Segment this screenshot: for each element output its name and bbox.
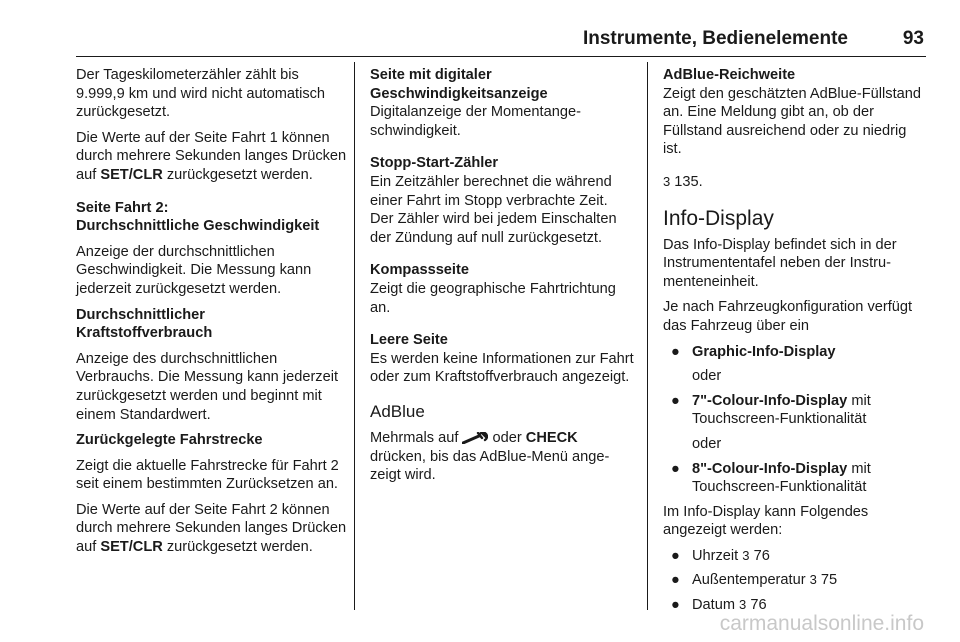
column-divider [354,62,355,610]
page-number: 93 [902,28,924,49]
column-right [663,66,928,621]
column-divider [647,62,648,610]
list-item: ● 7"-Colour-Info-Display mit Touchscreen-Funktionalität [671,392,871,428]
section-heading: Durchschnittlicher Kraftstoffverbrauch [76,306,213,342]
reference-arrow-icon: 3 [663,173,671,189]
list-connector: oder [692,368,722,385]
paragraph: Ein Zeitzähler berechnet die während einer Fahrt im Stopp verbrachte Zeit. Der Zähler wird bei jedem Einschalten der Zündung auf null zurückgesetzt. [370,173,617,246]
column-middle [370,66,635,485]
list-item: ● Uhrzeit 3 76 [671,547,770,564]
column-left [76,66,348,557]
reference-arrow-icon: 3 [739,597,747,613]
section-heading: Leere Seite [370,332,448,349]
chapter-heading: Info-Display [663,206,774,230]
section-heading: Seite mit digitaler Geschwindigkeitsanzeige [370,67,548,102]
paragraph: Es werden keine Informationen zur Fahrt oder zum Kraftstoffverbrauch angezeigt. [370,350,634,386]
page-header [76,28,926,57]
paragraph: Je nach Fahrzeugkonfiguration verfügt das Fahrzeug über ein [663,299,913,334]
key-label: CHECK [525,429,578,446]
list-item: ● Datum 3 76 [671,597,767,614]
list-item: ● Graphic-Info-Display [671,343,836,360]
bullet-icon: ● [671,392,680,409]
paragraph: Anzeige der durchschnittlichen Geschwindigkeit. Die Messung kann jederzeit zurückgesetzt werden. [76,243,312,297]
section-heading: Kompassseite [370,262,469,279]
watermark: carmanualsonline.info [719,612,924,635]
paragraph: Das Info-Display befindet sich in der Instrumententafel neben der Instrumenteneinheit. [663,236,897,290]
section-heading: Zurückgelegte Fahrstrecke [76,432,263,449]
list-item: ● Außentemperatur 3 75 [671,572,838,589]
section-heading: Durchschnittliche Geschwindigkeit [76,218,320,235]
paragraph: Der Tageskilometerzähler zählt bis 9.999,9 km und wird nicht automatisch zurückgesetzt. [76,67,326,121]
paragraph: Zeigt den geschätzten AdBlue-Füllstand an. Eine Meldung gibt an, ob der Füllstand ausreichend oder zu niedrig ist. [663,85,921,158]
paragraph: Die Werte auf der Seite Fahrt 1 können durch mehrere Sekunden langes Drücken auf SET/CLR zurückgesetzt werden. [76,129,347,183]
list-item: ● 8"-Colour-Info-Display mit Touchscreen-Funktionalität [671,460,871,496]
section-heading: AdBlue-Reichweite [663,67,796,83]
paragraph: Anzeige des durchschnittlichen Verbrauchs. Die Messung kann jederzeit zurückgesetzt werden und beginnt mit einem Standardwert. [76,350,339,423]
reference-arrow-icon: 3 [809,572,817,588]
section-heading: Seite Fahrt 2: [76,199,169,216]
key-label: SET/CLR [100,166,163,183]
bullet-icon: ● [671,572,680,589]
bullet-icon: ● [671,597,680,614]
section-heading: Stopp-Start-Zähler [370,155,499,172]
page-reference: 3 135. [663,173,703,190]
reference-arrow-icon: 3 [742,547,750,563]
paragraph: Mehrmals auf oder CHECK drücken, bis das AdBlue-Menü angezeigt wird. [370,429,610,484]
paragraph: Digitalanzeige der Momentangeschwindigkeit. [370,104,581,139]
bullet-icon: ● [671,460,680,477]
paragraph: Im Info-Display kann Folgendes angezeigt werden: [663,503,869,539]
paragraph: Zeigt die aktuelle Fahrstrecke für Fahrt 2 seit einem bestimmten Zurücksetzen an. [76,457,339,493]
wrench-icon [462,432,488,444]
bullet-icon: ● [671,547,680,564]
list-connector: oder [692,435,722,452]
subsection-heading: AdBlue [370,401,425,421]
paragraph: Zeigt die geographische Fahrtrichtung an. [370,280,616,316]
key-label: SET/CLR [100,539,163,556]
bullet-icon: ● [671,343,680,360]
paragraph: Die Werte auf der Seite Fahrt 2 können durch mehrere Sekunden langes Drücken auf SET/CLR zurückgesetzt werden. [76,501,347,556]
page-title: Instrumente, Bedienelemente [582,28,848,49]
